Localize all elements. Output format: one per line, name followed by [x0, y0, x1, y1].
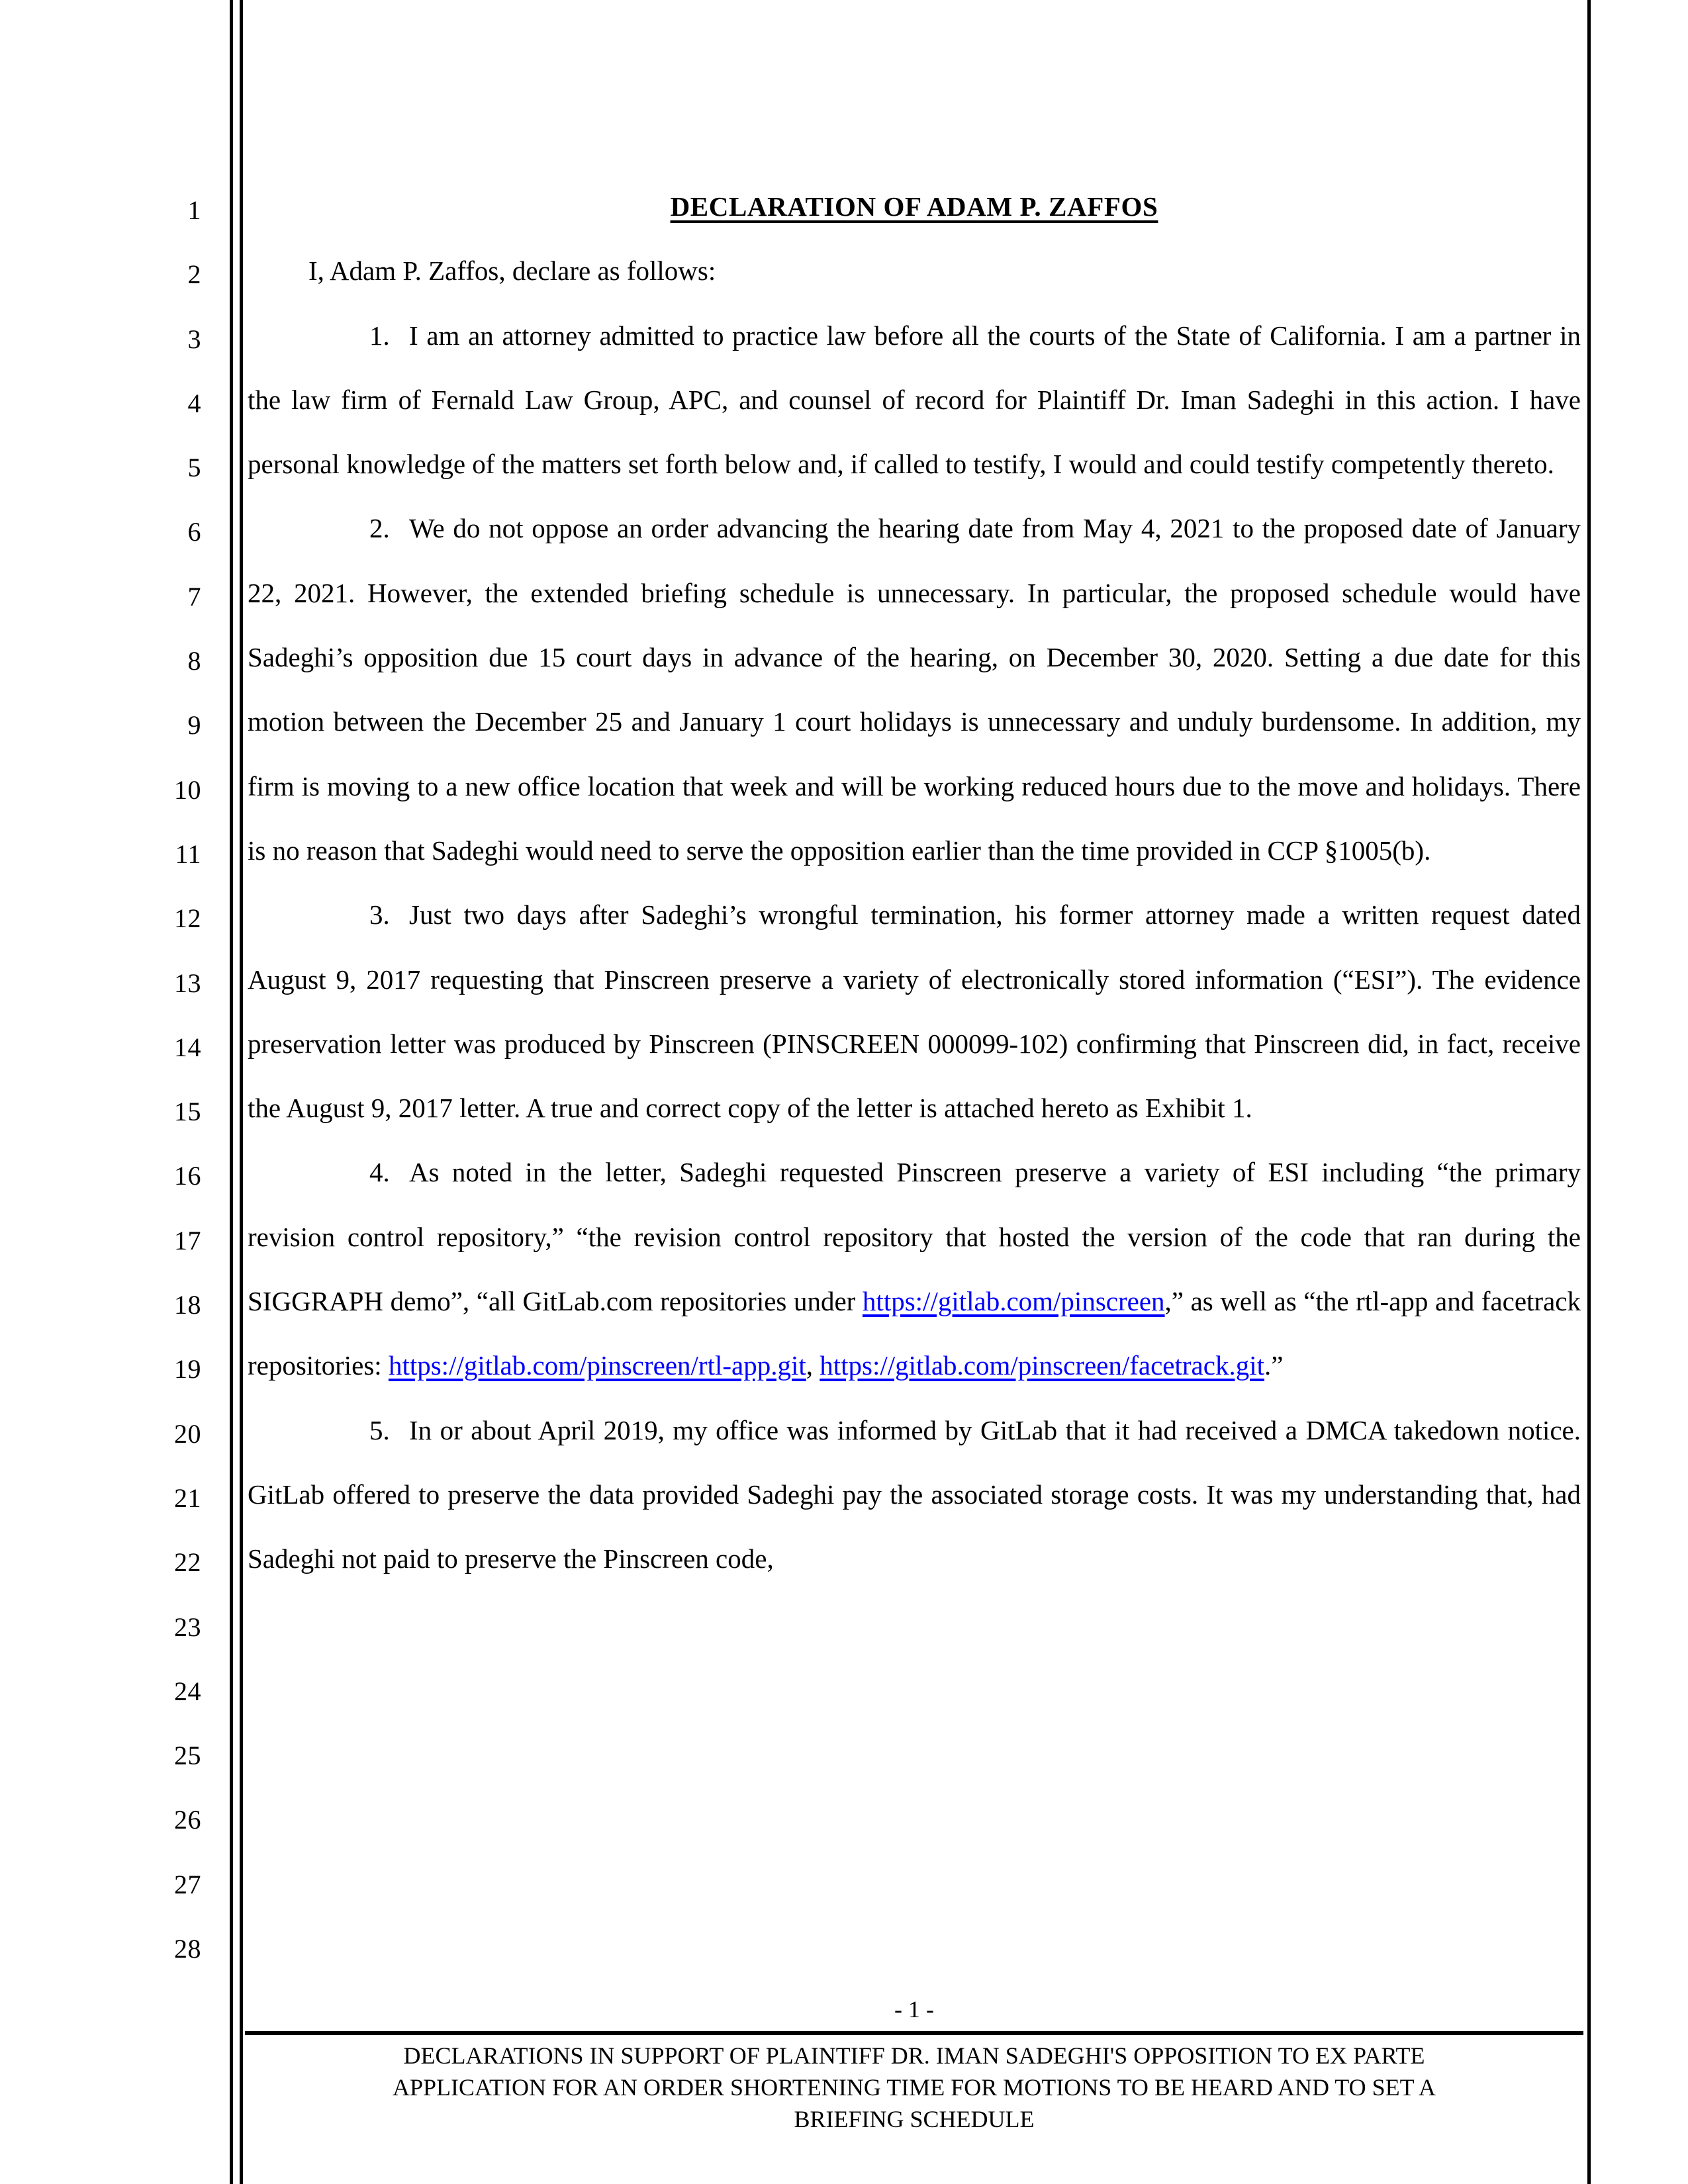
document-body — [248, 175, 1581, 1592]
line-number: 20 — [174, 1418, 201, 1449]
external-link[interactable]: https://gitlab.com/pinscreen — [862, 1286, 1165, 1317]
paragraph-text: We do not oppose an order advancing the hearing date from May 4, 2021 to the proposed date of January 22, 2021. However, the extended briefing schedule is unnecessary. In particular, the proposed schedule would have Sadeghi’s opposition due 15 court days in advance of the hearing, on December 30, 2020. Setting a due date for this motion between the December 25 and January 1 court holidays is unnecessary and unduly burdensome. In addition, my firm is moving to a new office location that week and will be working reduced hours due to the move and holidays. There is no reason that Sadeghi would need to serve the opposition earlier than the time provided in CCP §1005(b). — [248, 513, 1581, 866]
line-number: 9 — [187, 710, 201, 741]
paragraph-number: 5. — [369, 1414, 390, 1445]
line-number: 21 — [174, 1482, 201, 1513]
left-inner-vertical-rule — [240, 0, 243, 2184]
line-number: 19 — [174, 1354, 201, 1385]
line-number: 24 — [174, 1676, 201, 1706]
paragraph-text: In or about April 2019, my office was informed by GitLab that it had received a DMCA takedown notice. GitLab offered to preserve the data provided Sadeghi pay the associated storage costs. It was my understanding that, had Sadeghi not paid to preserve the Pinscreen code, — [248, 1414, 1581, 1574]
paragraph-number: 4. — [369, 1157, 390, 1188]
right-vertical-rule — [1587, 0, 1591, 2184]
paragraph-text-run: As noted in the letter, Sadeghi requested Pinscreen preserve a variety of ESI including “the primary revision control repository,” “the revision control repository that hosted the version of the code that ran during the SIGGRAPH demo”, “all GitLab.com repositories under — [248, 1157, 1581, 1317]
salutation-paragraph: I, Adam P. Zaffos, declare as follows: — [308, 255, 716, 287]
paragraph-text — [248, 1157, 1581, 1381]
line-number: 12 — [174, 903, 201, 934]
line-number: 4 — [187, 388, 201, 418]
paragraph-text-run: , — [806, 1350, 820, 1381]
line-number: 10 — [174, 774, 201, 805]
paragraph-text: Just two days after Sadeghi’s wrongful termination, his former attorney made a written request dated August 9, 2017 requesting that Pinscreen preserve a variety of electronically stored information (“ESI”). The evidence preservation letter was produced by Pinscreen (PINSCREEN 000099-102) confirming that Pinscreen did, in fact, receive the August 9, 2017 letter. A true and correct copy of the letter is attached hereto as Exhibit 1. — [248, 899, 1581, 1124]
line-number: 18 — [174, 1290, 201, 1320]
line-number: 8 — [187, 646, 201, 676]
line-number: 15 — [174, 1097, 201, 1127]
left-outer-vertical-rule — [230, 0, 233, 2184]
declaration-paragraph-5 — [248, 1398, 1581, 1592]
line-number: 25 — [174, 1741, 201, 1771]
line-number: 2 — [187, 259, 201, 290]
footer-line: DECLARATIONS IN SUPPORT OF PLAINTIFF DR. IMAN SADEGHI'S OPPOSITION TO EX PARTE — [403, 2042, 1425, 2069]
page-number: - 1 - — [894, 1996, 934, 2023]
footer-caption — [248, 2040, 1581, 2135]
declaration-paragraph-2 — [248, 496, 1581, 883]
paragraph-number: 2. — [369, 513, 390, 544]
paragraph-text: I am an attorney admitted to practice law before all the courts of the State of California. I am a partner in the law firm of Fernald Law Group, APC, and counsel of record for Plaintiff Dr. Iman Sadeghi in this action. I have personal knowledge of the matters set forth below and, if called to testify, I would and could testify competently thereto. — [248, 320, 1581, 480]
line-number: 11 — [175, 839, 201, 869]
declaration-paragraph-4 — [248, 1140, 1581, 1398]
line-number: 27 — [174, 1869, 201, 1899]
paragraph-text-run: .” — [1264, 1350, 1284, 1381]
line-number: 13 — [174, 968, 201, 998]
paragraph-text-run: ,” as well as “the rtl-app and facetrack repositories: — [248, 1286, 1581, 1381]
line-number: 28 — [174, 1934, 201, 1964]
line-number: 17 — [174, 1225, 201, 1255]
footer-line: BRIEFING SCHEDULE — [794, 2106, 1035, 2132]
declaration-paragraph-3 — [248, 883, 1581, 1140]
line-number: 1 — [187, 195, 201, 225]
line-number: 26 — [174, 1805, 201, 1835]
line-number: 23 — [174, 1612, 201, 1642]
line-number-gutter — [0, 178, 218, 1981]
line-number: 7 — [187, 581, 201, 612]
line-number: 14 — [174, 1032, 201, 1062]
external-link[interactable]: https://gitlab.com/pinscreen/rtl-app.git — [388, 1350, 806, 1381]
paragraph-number: 3. — [369, 899, 390, 931]
declaration-paragraph-1 — [248, 304, 1581, 497]
page-title: DECLARATION OF ADAM P. ZAFFOS — [670, 191, 1158, 222]
line-number: 22 — [174, 1547, 201, 1578]
line-number: 3 — [187, 324, 201, 354]
footer-divider-rule — [245, 2031, 1583, 2035]
paragraph-number: 1. — [369, 320, 390, 351]
line-number: 6 — [187, 517, 201, 547]
line-number: 5 — [187, 453, 201, 483]
line-number: 16 — [174, 1161, 201, 1191]
footer-line: APPLICATION FOR AN ORDER SHORTENING TIME FOR MOTIONS TO BE HEARD AND TO SET A — [392, 2074, 1436, 2101]
external-link[interactable]: https://gitlab.com/pinscreen/facetrack.git — [820, 1350, 1264, 1381]
